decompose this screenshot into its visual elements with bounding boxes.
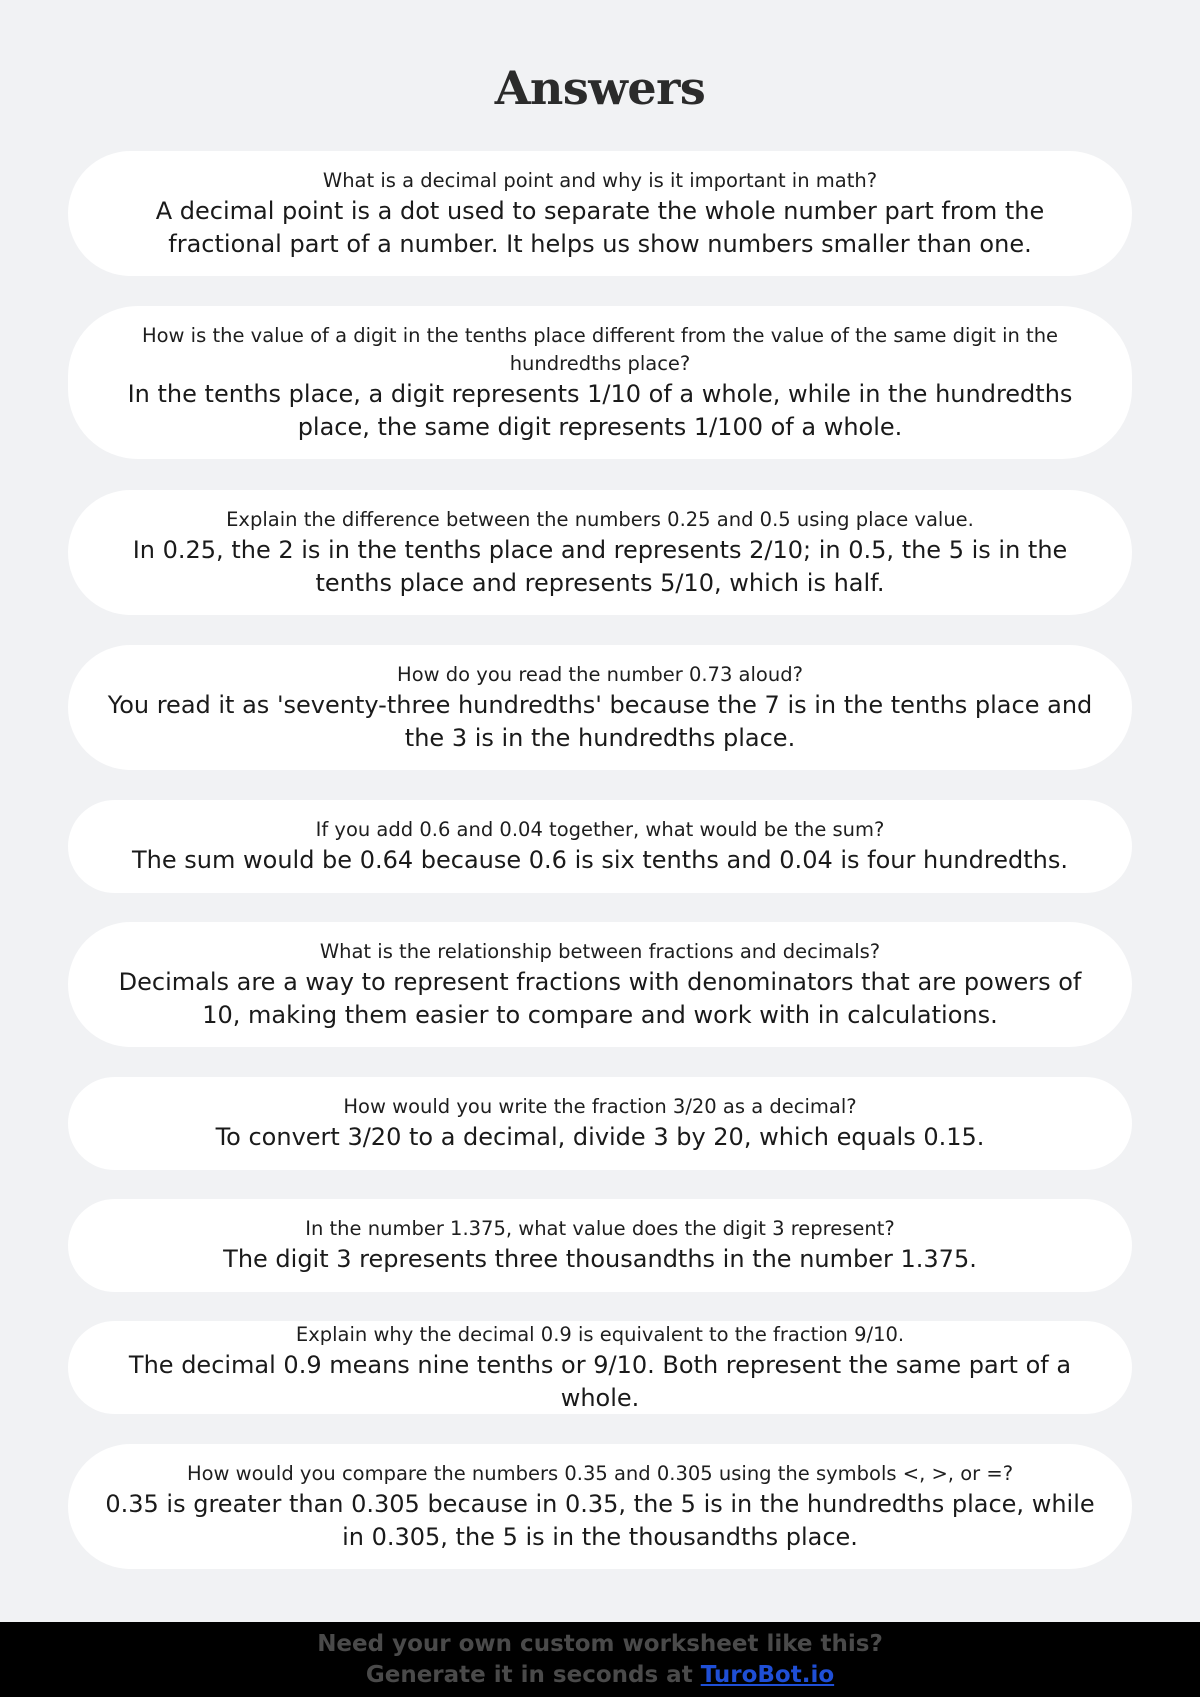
answer-text: You read it as 'seventy-three hundredths' because the 7 is in the tenths place and the 3 is in the hundredths place.: [107, 690, 1093, 752]
qa-card: [68, 306, 1132, 459]
qa-card: [68, 1077, 1132, 1170]
question-text: What is the relationship between fractions and decimals?: [319, 939, 881, 963]
answer-text: The decimal 0.9 means nine tenths or 9/10. Both represent the same part of a whole.: [128, 1350, 1072, 1412]
question-text: Explain why the decimal 0.9 is equivalent to the fraction 9/10.: [295, 1322, 905, 1346]
answer-text: To convert 3/20 to a decimal, divide 3 by 20, which equals 0.15.: [215, 1123, 985, 1151]
answer-text: Decimals are a way to represent fractions with denominators that are powers of 10, making them easier to compare and work with in calculations.: [118, 967, 1082, 1029]
question-text: How would you write the fraction 3/20 as a decimal?: [343, 1095, 857, 1118]
footer-banner: [0, 1622, 1200, 1697]
question-text: How would you compare the numbers 0.35 and 0.305 using the symbols <, >, or =?: [186, 1461, 1014, 1485]
page-title: Answers: [494, 61, 706, 115]
question-text: How is the value of a digit in the tenths place different from the value of the same digit in the hundredths place?: [141, 323, 1059, 375]
qa-card: [68, 645, 1132, 770]
question-text: In the number 1.375, what value does the digit 3 represent?: [305, 1217, 895, 1240]
footer-promo-text: Need your own custom worksheet like this?: [317, 1631, 883, 1657]
qa-card: [68, 1199, 1132, 1292]
qa-card: [68, 490, 1132, 615]
question-text: What is a decimal point and why is it important in math?: [322, 168, 878, 192]
qa-card: [68, 151, 1132, 276]
qa-card: [68, 1321, 1132, 1414]
footer-cta-text: Generate it in seconds at: [365, 1662, 701, 1688]
footer-cta-line: [0, 1660, 1200, 1691]
answer-text: The digit 3 represents three thousandths in the number 1.375.: [223, 1245, 977, 1273]
question-text: Explain the difference between the numbers 0.25 and 0.5 using place value.: [226, 507, 974, 531]
answer-text: The sum would be 0.64 because 0.6 is six tenths and 0.04 is four hundredths.: [132, 846, 1068, 874]
qa-card: [68, 1444, 1132, 1569]
answer-text: 0.35 is greater than 0.305 because in 0.35, the 5 is in the hundredths place, while in 0.305, the 5 is in the thousandths place.: [105, 1489, 1095, 1551]
question-text: If you add 0.6 and 0.04 together, what would be the sum?: [315, 818, 885, 841]
answer-text: A decimal point is a dot used to separate the whole number part from the fractional part of a number. It helps us show numbers smaller than one.: [155, 196, 1045, 258]
answer-text: In 0.25, the 2 is in the tenths place and represents 2/10; in 0.5, the 5 is in the tenths place and represents 5/10, which is half.: [132, 535, 1068, 597]
qa-card: [68, 922, 1132, 1047]
question-text: How do you read the number 0.73 aloud?: [397, 662, 803, 686]
qa-card: [68, 800, 1132, 893]
turobot-link[interactable]: TuroBot.io: [700, 1662, 835, 1688]
answer-text: In the tenths place, a digit represents 1/10 of a whole, while in the hundredths place, the same digit represents 1/100 of a whole.: [127, 379, 1073, 441]
